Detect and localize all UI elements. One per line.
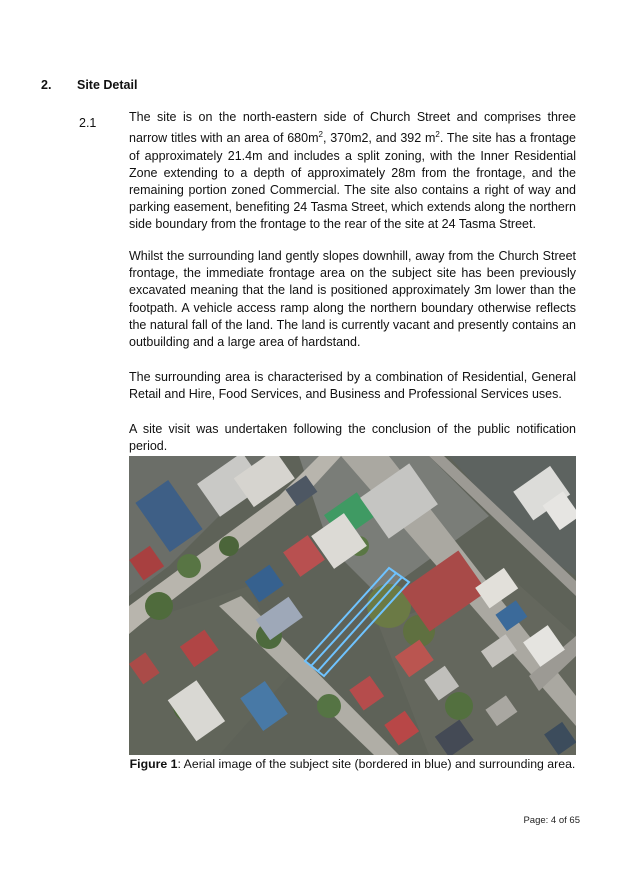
paragraph-topography: Whilst the surrounding land gently slopes downhill, away from the Church Street frontage, the immediate frontage area on the subject site has been previously excavated meaning that the land is positioned approximately 3m lower than the footpath. A vehicle access ramp along the northern boundary otherwise reflects the natural fall of the land. The land is currently vacant and presently contains an outbuilding and a large area of hardstand. <box>129 249 576 350</box>
p1-superscript-1: 2 <box>318 130 323 140</box>
section-title: Site Detail <box>77 78 138 92</box>
paragraph-surrounding-area: The surrounding area is characterised by a combination of Residential, General Retail and Hire, Food Services, and Business and Professional Services uses. <box>129 370 576 402</box>
clause-number: 2.1 <box>79 116 97 130</box>
aerial-image <box>129 456 576 755</box>
p1-text-b: , 370m2, and 392 m <box>322 131 436 146</box>
p1-text-a: The site is on the north-eastern side of Church Street and comprises three narrow titles with an area of 680m <box>129 110 576 146</box>
paragraph-site-description <box>129 109 576 234</box>
figure-caption-text: : Aerial image of the subject site (bordered in blue) and surrounding area. <box>177 757 576 771</box>
p1-text-c: . The site has a frontage of approximately 21.4m and includes a split zoning, with the Inner Residential Zone extending to a depth of approximately 28m from the frontage, and the remaining portion zoned Commercial. The site also contains a right of way and parking easement, benefiting 24 Tasma Street, which extends along the northern side boundary from the frontage to the rear of the site at 24 Tasma Street. <box>129 131 577 232</box>
paragraph-site-visit: A site visit was undertaken following the conclusion of the public notification period. <box>129 422 576 454</box>
figure-caption-label: Figure 1 <box>129 757 178 771</box>
p1-superscript-2: 2 <box>435 130 440 140</box>
page-number: Page: 4 of 65 <box>523 815 580 826</box>
aerial-photo-graphic <box>129 456 576 755</box>
section-number: 2. <box>41 78 52 92</box>
figure-caption <box>129 757 576 771</box>
